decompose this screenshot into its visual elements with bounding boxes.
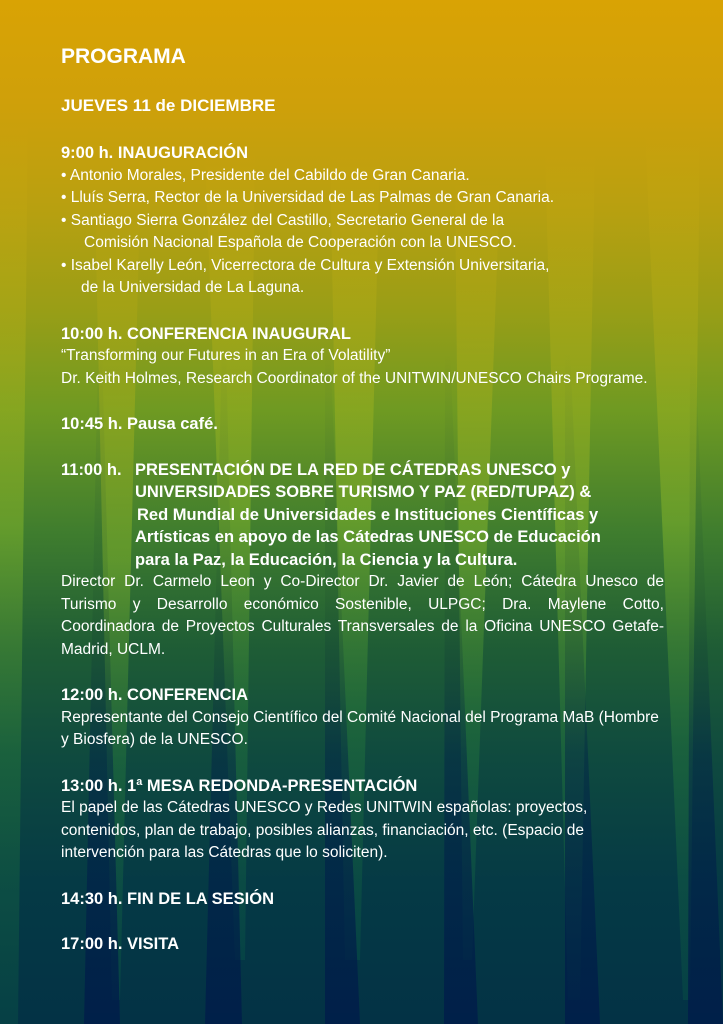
- speaker-text: • Santiago Sierra González del Castillo, Secretario General de la: [61, 211, 505, 229]
- speaker-text-continued: de la Universidad de La Laguna.: [81, 279, 305, 296]
- session-title-line: Artísticas en apoyo de las Cátedras UNESCO de Educación: [135, 528, 601, 546]
- session-presentacion-red: [61, 459, 664, 662]
- program-content: [61, 44, 664, 979]
- session-inauguracion: [61, 142, 664, 300]
- session-conferencia: [61, 684, 664, 752]
- session-visita: [61, 933, 664, 956]
- speaker-text: • Isabel Karelly León, Vicerrectora de Cultura y Extensión Universitaria,: [61, 256, 550, 274]
- speaker-text: • Lluís Serra, Rector de la Universidad de Las Palmas de Gran Canaria.: [61, 189, 555, 206]
- session-heading: 9:00 h. INAUGURACIÓN: [61, 144, 249, 162]
- session-pausa-cafe: [61, 413, 664, 436]
- session-heading: 10:00 h. CONFERENCIA INAUGURAL: [61, 324, 351, 343]
- session-description: El papel de las Cátedras UNESCO y Redes UNITWIN españolas: proyectos, contenidos, plan de trabajo, posibles alianzas, financiación, etc. (Espacio de intervención para las Cátedras que lo soliciten).: [61, 799, 588, 861]
- speaker-text: Dr. Keith Holmes, Research Coordinator of the UNITWIN/UNESCO Chairs Programe.: [61, 369, 648, 387]
- session-mesa-redonda: [61, 775, 664, 865]
- speaker-bullet: [61, 210, 664, 255]
- session-fin: [61, 888, 664, 911]
- session-title-line: UNIVERSIDADES SOBRE TURISMO Y PAZ (RED/TUPAZ) &: [135, 483, 592, 501]
- talk-title: “Transforming our Futures in an Era of Volatility”: [61, 347, 391, 364]
- session-heading: 13:00 h. 1ª MESA REDONDA-PRESENTACIÓN: [61, 776, 418, 795]
- session-heading: 10:45 h. Pausa café.: [61, 415, 218, 433]
- session-description: Representante del Consejo Científico del Comité Nacional del Programa MaB (Hombre y Biosfera) de la UNESCO.: [61, 708, 659, 748]
- session-time: 11:00 h.: [61, 460, 122, 479]
- session-title-line: para la Paz, la Educación, la Ciencia y la Cultura.: [135, 550, 518, 569]
- session-heading-row: [61, 459, 664, 572]
- page-title: PROGRAMA: [61, 45, 186, 68]
- speaker-bullet: [61, 255, 664, 300]
- session-conferencia-inaugural: [61, 323, 664, 391]
- session-heading: 14:30 h. FIN DE LA SESIÓN: [61, 889, 275, 908]
- speaker-bullet: [61, 187, 664, 210]
- session-heading: 17:00 h. VISITA: [61, 935, 179, 953]
- session-title-line: Red Mundial de Universidades e Instituciones Científicas y: [137, 505, 599, 524]
- session-description: Director Dr. Carmelo Leon y Co-Director Dr. Javier de León; Cátedra Unesco de Turismo y Desarrollo económico Sostenible, ULPGC; Dra. Maylene Cotto, Coordinadora de Proyectos Culturales Transversales de la Oficina UNESCO Getafe-Madrid, UCLM.: [61, 573, 664, 658]
- day-heading: JUEVES 11 de DICIEMBRE: [61, 96, 276, 115]
- session-title: [135, 459, 664, 572]
- session-heading: 12:00 h. CONFERENCIA: [61, 686, 249, 704]
- speaker-text: • Antonio Morales, Presidente del Cabildo de Gran Canaria.: [61, 166, 470, 184]
- session-title-line: PRESENTACIÓN DE LA RED DE CÁTEDRAS UNESCO y: [135, 460, 571, 479]
- speaker-text-continued: Comisión Nacional Española de Cooperación con la UNESCO.: [84, 234, 517, 251]
- speaker-bullet: [61, 165, 664, 188]
